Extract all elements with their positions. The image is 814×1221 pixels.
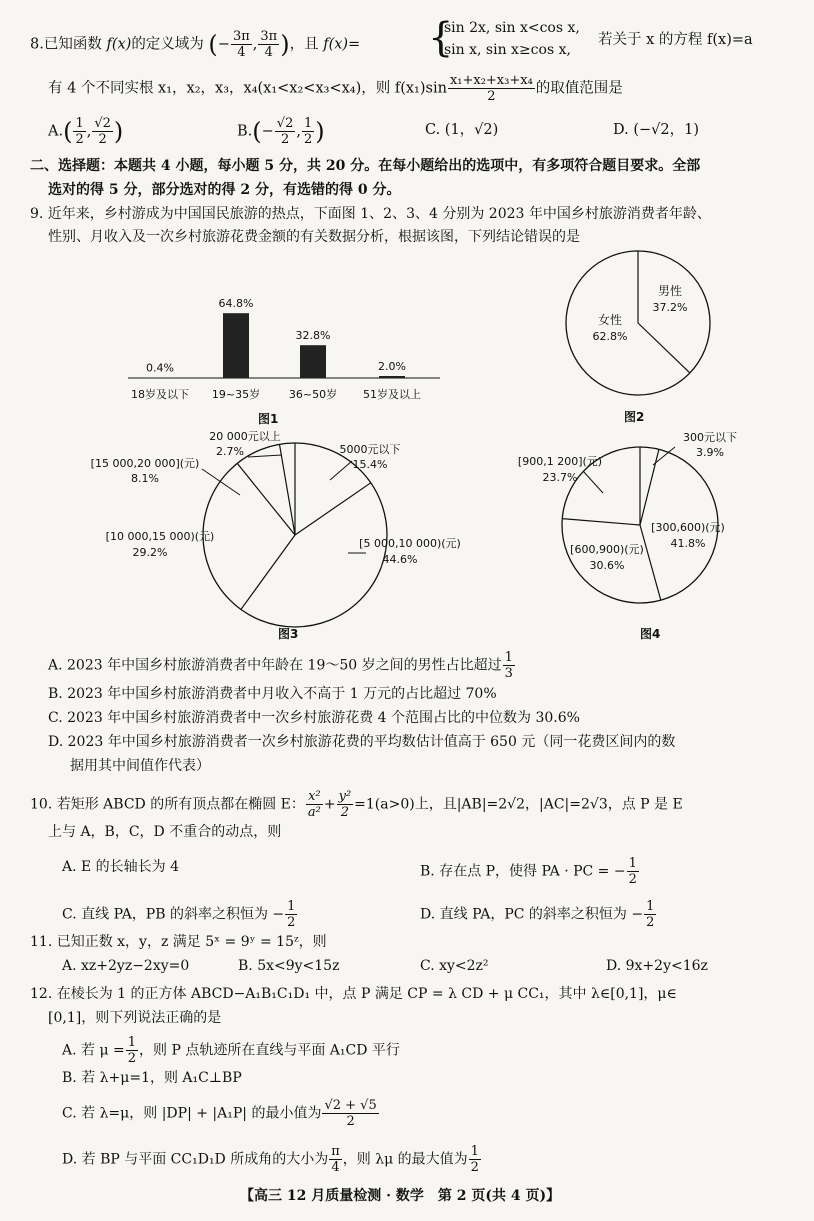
q9-option-d-line2: 据用其中间值作代表） — [70, 758, 210, 774]
x-tick-label: 19~35岁 — [211, 388, 261, 401]
pie-slice-boundary — [638, 323, 690, 373]
pie-label: [900,1 200](元) — [517, 455, 603, 468]
pie-label: 300元以下 — [683, 431, 737, 444]
x-tick-label: 51岁及以上 — [363, 388, 421, 401]
figure4-pie-chart — [505, 425, 765, 625]
bar-value-label: 0.4% — [146, 361, 174, 375]
pie-value: 2.7% — [216, 445, 244, 458]
q8-option-b: B.(− $\frac{√2}{2}$ , $\frac{1}{2}$ ) — [237, 116, 325, 147]
pie-value: 3.9% — [696, 446, 724, 459]
bar-value-label: 32.8% — [295, 329, 331, 343]
pie-slice-boundary — [295, 483, 371, 535]
q10-option-c: C. 直线 PA，PB 的斜率之积恒为 − $\frac{1}{2}$ — [62, 899, 296, 930]
figure2-pie-chart — [550, 248, 730, 408]
pie-label: [10 000,15 000)(元) — [105, 530, 215, 543]
figure3-caption: 图3 — [278, 627, 299, 641]
figure3-pie-chart — [90, 425, 490, 630]
q10-option-d: D. 直线 PA，PC 的斜率之积恒为 − $\frac{1}{2}$ — [420, 899, 655, 930]
pie-value: 15.4% — [352, 458, 388, 471]
pie-label: 5000元以下 — [339, 443, 401, 456]
section2-line2: 选对的得 5 分，部分选对的得 2 分，有选错的得 0 分。 — [48, 182, 401, 198]
pie-label: [15 000,20 000](元) — [90, 457, 200, 470]
q8-text: 有 4 个不同实根 x₁，x₂，x₃，x₄(x₁<x₂<x₃<x₄)，则 f(x₁)sin — [48, 80, 447, 97]
pie-slice-boundary — [640, 525, 661, 600]
pie-value: 44.6% — [382, 553, 418, 566]
pie-value-female: 62.8% — [592, 330, 628, 343]
bar — [379, 376, 405, 378]
pie-value: 23.7% — [542, 471, 578, 484]
q9-option-a: A. 2023 年中国乡村旅游消费者中年龄在 19～50 岁之间的男性占比超过 $\frac{1}{3}$ — [48, 650, 513, 681]
q8-piece1: sin 2x, sin x<cos x, — [444, 20, 580, 36]
q10-line2: 上与 A，B，C，D 不重合的动点，则 — [48, 824, 282, 840]
q8-brace: { — [428, 15, 454, 61]
q11-option-b: B. 5x<9y<15z — [238, 958, 340, 974]
pie-slice-boundary — [562, 519, 640, 525]
q11-line1: 11. 已知正数 x，y，z 满足 5ˣ = 9ʸ = 15ᶻ，则 — [30, 934, 327, 950]
pie-slice-boundary — [279, 444, 295, 535]
figure1-caption: 图1 — [258, 412, 279, 426]
q10-option-b: B. 存在点 P，使得 PA · PC = − $\frac{1}{2}$ — [420, 856, 637, 887]
q9-option-c: C. 2023 年中国乡村旅游消费者中一次乡村旅游花费 4 个范围占比的中位数为 30.6% — [48, 710, 580, 726]
q8-text: ，且 — [289, 36, 319, 53]
q9-option-d-line1: D. 2023 年中国乡村旅游消费者一次乡村旅游花费的平均数估计值高于 650 元（同一花费区间内的数 — [48, 734, 676, 750]
bar — [223, 313, 249, 378]
pie-value-male: 37.2% — [652, 301, 688, 314]
x-tick-label: 36~50岁 — [288, 388, 338, 401]
q8-option-c: C. (1，√2) — [425, 122, 499, 138]
q12-line2: [0,1]，则下列说法正确的是 — [48, 1010, 222, 1026]
q8-dom-right: $\frac{3\pi}{4}$ — [260, 29, 278, 60]
paren: ( — [208, 30, 218, 59]
q8-piece2: sin x, sin x≥cos x, — [444, 42, 571, 58]
pie-label: [5 000,10 000)(元) — [359, 537, 461, 550]
q10-option-a: A. E 的长轴长为 4 — [62, 859, 180, 875]
q11-option-c: C. xy<2z² — [420, 958, 489, 974]
pie-label: [300,600)(元) — [651, 521, 725, 534]
figure2-caption: 图2 — [624, 410, 645, 424]
bar — [300, 345, 326, 378]
pie-label-male: 男性 — [657, 284, 683, 298]
figure4-caption: 图4 — [640, 627, 661, 641]
q11-option-a: A. xz+2yz−2xy=0 — [62, 958, 190, 974]
pie-value: 8.1% — [131, 472, 159, 485]
q8-condition: 若关于 x 的方程 f(x)=a — [598, 32, 753, 48]
pie-value: 29.2% — [132, 546, 168, 559]
pie-label: [600,900)(元) — [570, 543, 644, 556]
q9-line2: 性别、月收入及一次乡村旅游花费金额的有关数据分析，根据该图，下列结论错误的是 — [48, 229, 580, 245]
q8-option-d: D. (−√2，1) — [613, 122, 699, 138]
q8-text: 已知函数 — [43, 36, 102, 53]
bar-value-label: 2.0% — [378, 360, 406, 373]
q8-text: 的取值范围是 — [535, 80, 623, 97]
q12-option-b: B. 若 λ+μ=1，则 A₁C⊥BP — [62, 1070, 242, 1086]
q12-option-c: C. 若 λ=μ，则 |DP| + |A₁P| 的最小值为 $\frac{√2 + √5}{2}$ — [62, 1098, 377, 1129]
pie-slice-boundary — [640, 449, 659, 525]
leader-line — [248, 455, 282, 457]
leader-line — [202, 469, 240, 495]
q12-option-a: A. 若 μ = $\frac{1}{2}$ ，则 P 点轨迹所在直线与平面 A₁CD 平行 — [62, 1035, 400, 1066]
q8-fx: f(x)= — [323, 36, 361, 53]
q8-text: 的定义域为 — [131, 36, 204, 53]
q8-line2 — [48, 74, 623, 103]
page-footer: 【高三 12 月质量检测 · 数学 第 2 页(共 4 页)】 — [240, 1188, 561, 1204]
q9-line1: 9. 近年来，乡村游成为中国国民旅游的热点，下面图 1、2、3、4 分别为 2023 年中国乡村旅游消费者年龄、 — [30, 206, 711, 222]
q8-option-a: A.( $\frac{1}{2}$ , $\frac{√2}{2}$ ) — [48, 116, 124, 147]
q12-option-d: D. 若 BP 与平面 CC₁D₁D 所成角的大小为 $\frac{\pi}{4}$ ，则 λμ 的最大值为 $\frac{1}{2}$ — [62, 1144, 479, 1175]
q8-dom-left: $\frac{3\pi}{4}$ — [232, 29, 250, 60]
figure1-bar-chart — [120, 290, 450, 430]
q12-line1: 12. 在棱长为 1 的正方体 ABCD−A₁B₁C₁D₁ 中，点 P 满足 CP = λ CD + μ CC₁，其中 λ∈[0,1]，μ∈ — [30, 986, 677, 1002]
leader-line — [330, 461, 352, 480]
section2-line1: 二、选择题：本题共 4 小题，每小题 5 分，共 20 分。在每小题给出的选项中，有多项符合题目要求。全部 — [30, 158, 701, 174]
pie-value: 41.8% — [670, 537, 706, 550]
paren: ) — [280, 30, 290, 59]
x-tick-label: 18岁及以下 — [131, 388, 189, 401]
pie-slice-boundary — [237, 463, 295, 535]
q8-frac: $\frac{\text{x₁+x₂+x₃+x₄}}{2}$ — [449, 73, 533, 104]
bar-value-label: 64.8% — [218, 297, 254, 311]
q8-fx: f(x) — [106, 36, 132, 53]
pie-value: 30.6% — [589, 559, 625, 572]
q11-option-d: D. 9x+2y<16z — [606, 958, 708, 974]
q9-option-b: B. 2023 年中国乡村旅游消费者中月收入不高于 1 万元的占比超过 70% — [48, 686, 497, 702]
leader-line — [583, 471, 603, 493]
pie-label: 20 000元以上 — [209, 430, 281, 443]
pie-label-female: 女性 — [597, 313, 623, 327]
q10-line1: 10. 若矩形 ABCD 的所有顶点都在椭圆 E： $\frac{\text{x²}}{\text{a²}}$ + $\frac{\text{y²}}{2}$ =1(a>0)上，且|AB|=2√2，|AC|=2√3，点 P 是 E — [30, 789, 683, 820]
pie-slice-boundary — [241, 535, 295, 609]
leader-line — [653, 447, 675, 465]
q8-number: 8. — [30, 36, 44, 53]
q8-line1: 8.已知函数 f(x)的定义域为 (− $\frac{3\pi}{4}$ , $\frac{3\pi}{4}$ )，且 f(x)= — [30, 29, 361, 60]
